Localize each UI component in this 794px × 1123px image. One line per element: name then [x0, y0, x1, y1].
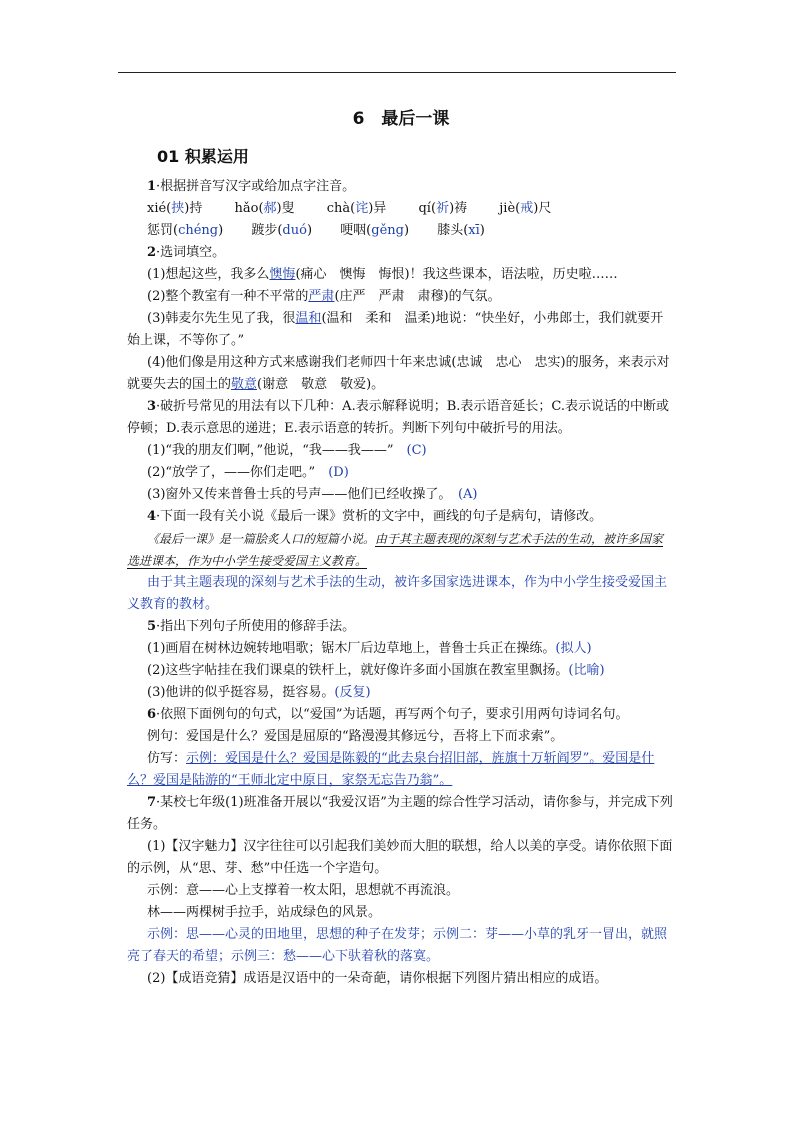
pinyin-item: hǎo(郝)叟 — [234, 201, 295, 216]
q4-quote: 《最后一课》是一篇脍炙人口的短篇小说。由于其主题表现的深刻与艺术手法的生动，被许多国家选进课本，作为中小学生接受爱国主义教育。 — [127, 532, 664, 568]
question-4: 4·下面一段有关小说《最后一课》赏析的文字中，画线的句子是病句，请修改。 — [147, 509, 603, 524]
page-title: 6 最后一课 — [352, 109, 450, 129]
pinyin-item: chà(诧)异 — [326, 201, 387, 216]
q3-item-3: (3)窗外又传来普鲁士兵的号声——他们已经收操了。 (A) — [147, 487, 478, 502]
pinyin-item: 惩罚(chéng) — [147, 223, 224, 238]
q5-item-1: (1)画眉在树林边婉转地唱歌；锯木厂后边草地上，普鲁士兵正在操练。(拟人) — [147, 641, 592, 656]
q3-item-2: (2)“放学了，——你们走吧。” (D) — [147, 465, 349, 480]
q7-example-2: 林——两棵树手拉手，站成绿色的风景。 — [147, 905, 382, 920]
q2-item-1: (1)想起这些，我多么懊悔(痛心 懊悔 悔恨)！我这些课本，语法啦，历史啦…… — [147, 267, 618, 282]
header-rule — [118, 72, 676, 73]
q4-answer: 由于其主题表现的深刻与艺术手法的生动，被许多国家选进课本，作为中小学生接受爱国主义教育的教材。 — [127, 575, 668, 612]
section-heading: 01 积累运用 — [157, 147, 249, 166]
q3-item-1: (1)“我的朋友们啊，”他说，“我——我——” (C) — [147, 443, 427, 458]
q5-item-2: (2)这些字帖挂在我们课桌的铁杆上，就好像许多面小国旗在教室里飘扬。(比喻) — [147, 663, 605, 678]
q2-item-2: (2)整个教室有一种不平常的严肃(庄严 严肃 肃穆)的气氛。 — [147, 289, 501, 304]
question-6: 6·依照下面例句的句式，以“爱国”为话题，再写两个句子，要求引用两句诗词名句。 — [147, 707, 629, 722]
question-1: 1·根据拼音写汉字或给加点字注音。 — [147, 179, 356, 194]
q7-example-1: 示例：意——心上支撑着一枚太阳，思想就不再流浪。 — [147, 883, 460, 898]
q7-answer: 示例：思——心灵的田地里，思想的种子在发芽；示例二：芽——小草的乳牙一冒出，就照亮了春天的希望；示例三：愁——心下驮着秋的落寞。 — [127, 927, 668, 964]
q1-row-1 — [127, 198, 675, 220]
q6-example: 例句：爱国是什么？爱国是屈原的“路漫漫其修远兮，吾将上下而求索”。 — [147, 729, 564, 744]
q7-sub-2: (2)【成语竞猜】成语是汉语中的一朵奇葩，请你根据下列图片猜出相应的成语。 — [147, 971, 608, 986]
question-2: 2·选词填空。 — [147, 245, 226, 260]
q5-item-3: (3)他讲的似乎挺容易，挺容易。(反复) — [147, 685, 371, 700]
question-5: 5·指出下列句子所使用的修辞手法。 — [147, 619, 356, 634]
pinyin-item: xié(挟)持 — [147, 201, 203, 216]
pinyin-item: jiè(戒)尺 — [499, 201, 552, 216]
pinyin-item: 膝头(xī) — [437, 223, 485, 238]
question-7: 7·某校七年级(1)班准备开展以“我爱汉语”为主题的综合性学习活动，请你参与，并完成下列任务。 — [127, 795, 673, 832]
pinyin-item: 踱步(duó) — [251, 223, 313, 238]
pinyin-item: 哽咽(gěng) — [340, 223, 410, 238]
q6-answer: 仿写：示例：爱国是什么？爱国是陈毅的“此去泉台招旧部，旌旗十万斩阎罗”。爱国是什么？爱国是陆游的“王师北定中原日，家祭无忘告乃翁”。 — [127, 751, 655, 788]
q2-item-3: (3)韩麦尔先生见了我，很温和(温和 柔和 温柔)地说：“快坐好，小弗郎士，我们就要开始上课，不等你了。” — [127, 311, 664, 348]
q2-item-4: (4)他们像是用这种方式来感谢我们老师四十年来忠诚(忠诚 忠心 忠实)的服务，来表示对就要失去的国土的敬意(谢意 敬意 敬爱)。 — [127, 355, 670, 392]
worksheet — [127, 100, 675, 990]
q1-row-2 — [127, 220, 675, 242]
pinyin-item: qí(祈)祷 — [418, 201, 468, 216]
question-3: 3·破折号常见的用法有以下几种：A.表示解释说明；B.表示语音延长；C.表示说话的中断或停顿；D.表示意思的递进；E.表示语意的转折。判断下列句中破折号的用法。 — [127, 399, 670, 436]
q7-sub-1: (1)【汉字魅力】汉字往往可以引起我们美妙而大胆的联想，给人以美的享受。请你依照下面的示例，从“思、芽、愁”中任选一个字造句。 — [127, 839, 673, 876]
